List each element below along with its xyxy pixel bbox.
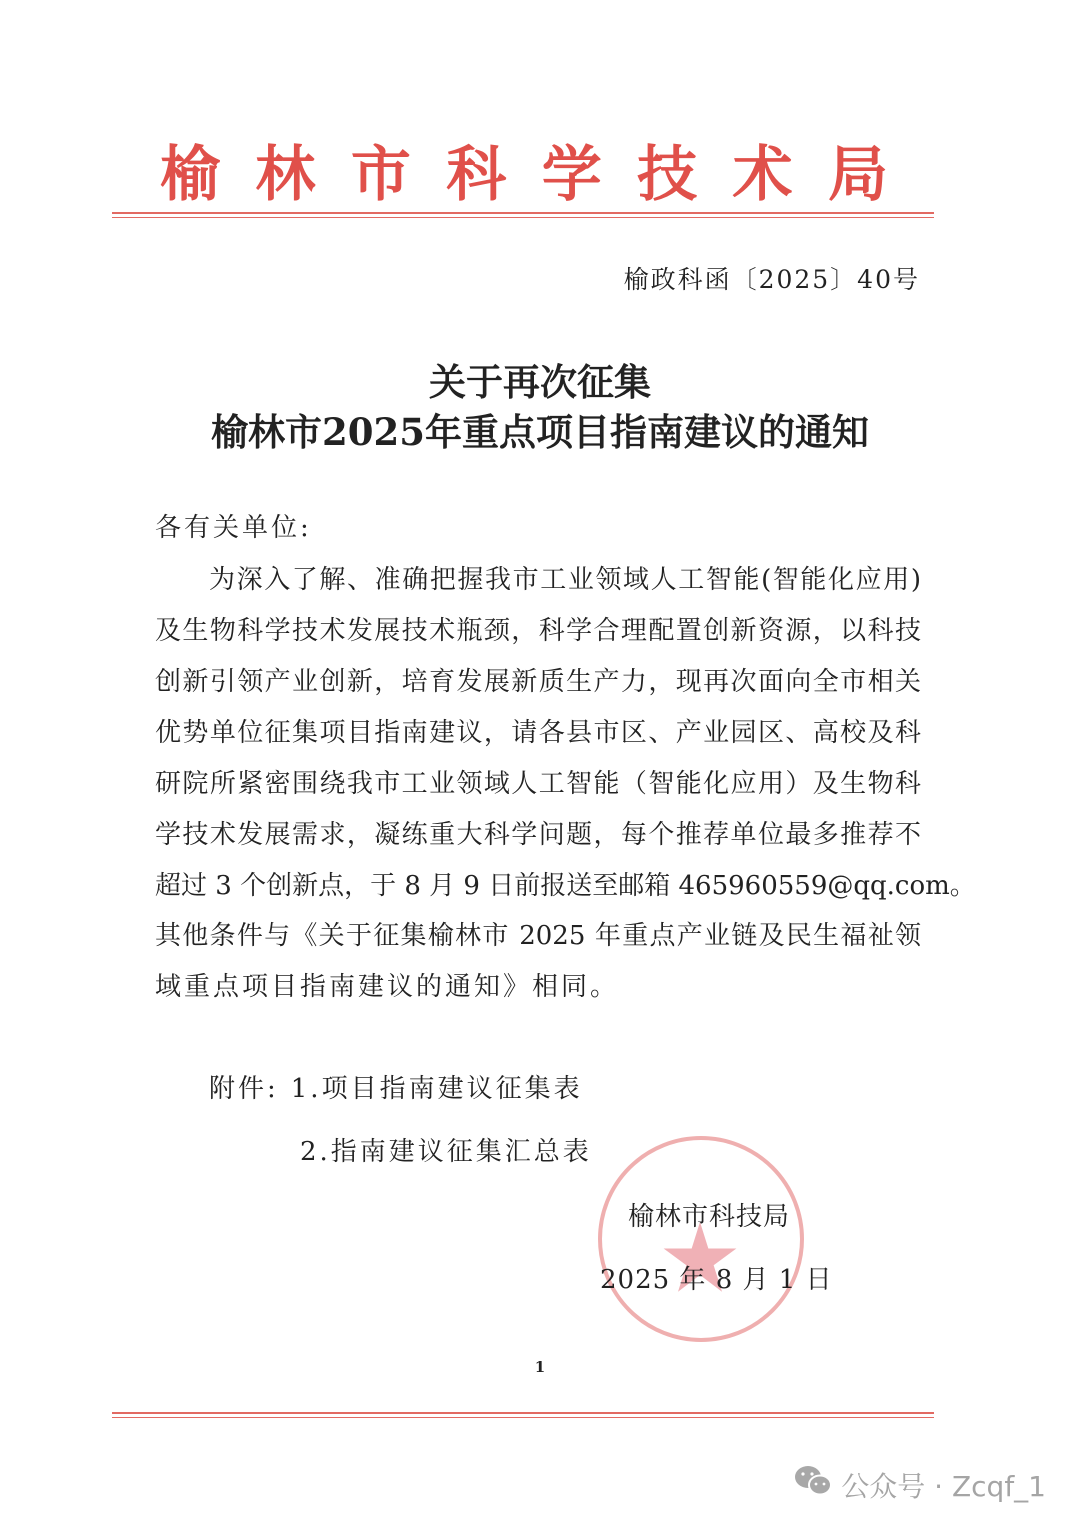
page-number: 1: [534, 1358, 546, 1376]
body-line: 学技术发展需求，凝练重大科学问题，每个推荐单位最多推荐不: [155, 820, 921, 850]
letterhead-char: 榆: [160, 140, 220, 210]
salutation: 各有关单位:: [155, 513, 312, 543]
body-line: 创新引领产业创新，培育发展新质生产力，现再次面向全市相关: [155, 667, 921, 697]
letterhead-char: 学: [541, 140, 602, 210]
body-line: 为深入了解、准确把握我市工业领域人工智能(智能化应用): [209, 565, 921, 595]
document-title-line2: 榆林市2025年重点项目指南建议的通知: [211, 410, 869, 454]
document-title-line1: 关于再次征集: [429, 360, 651, 404]
letterhead-char: 局: [827, 140, 888, 210]
attachment-item: 1.项目指南建议征集表: [290, 1074, 583, 1104]
letterhead-char: 术: [732, 140, 793, 210]
body-line: 其他条件与《关于征集榆林市 2025 年重点产业链及民生福祉领: [155, 921, 921, 951]
signature-date: 2025 年 8 月 1 日: [600, 1265, 833, 1295]
watermark-text: 公众号 · Zcqf_1: [841, 1469, 1046, 1503]
wechat-icon: [793, 1464, 833, 1505]
attachments: [209, 1069, 583, 1109]
signature-org: 榆林市科技局: [628, 1202, 791, 1232]
footer-divider: [112, 1412, 934, 1418]
body-line: 超过 3 个创新点，于 8 月 9 日前报送至邮箱 465960559@qq.com。: [155, 871, 976, 901]
watermark: [793, 1464, 1046, 1505]
letterhead-char: 林: [255, 140, 316, 210]
letterhead-org-name: [160, 132, 888, 208]
body-line: 域重点项目指南建议的通知》相同。: [155, 972, 620, 1002]
body-line: 优势单位征集项目指南建议，请各县市区、产业园区、高校及科: [155, 718, 921, 748]
document-number: 榆政科函〔2025〕40号: [623, 265, 920, 294]
letterhead-char: 技: [637, 140, 698, 210]
body-line: 研院所紧密围绕我市工业领域人工智能（智能化应用）及生物科: [155, 769, 921, 799]
header-divider: [112, 212, 934, 218]
attachments-label: 附件:: [209, 1074, 279, 1104]
body-line: 及生物科学技术发展技术瓶颈，科学合理配置创新资源，以科技: [155, 616, 921, 646]
letterhead-char: 市: [350, 140, 411, 210]
attachment-item: 2.指南建议征集汇总表: [300, 1137, 592, 1167]
letterhead-char: 科: [446, 140, 507, 210]
